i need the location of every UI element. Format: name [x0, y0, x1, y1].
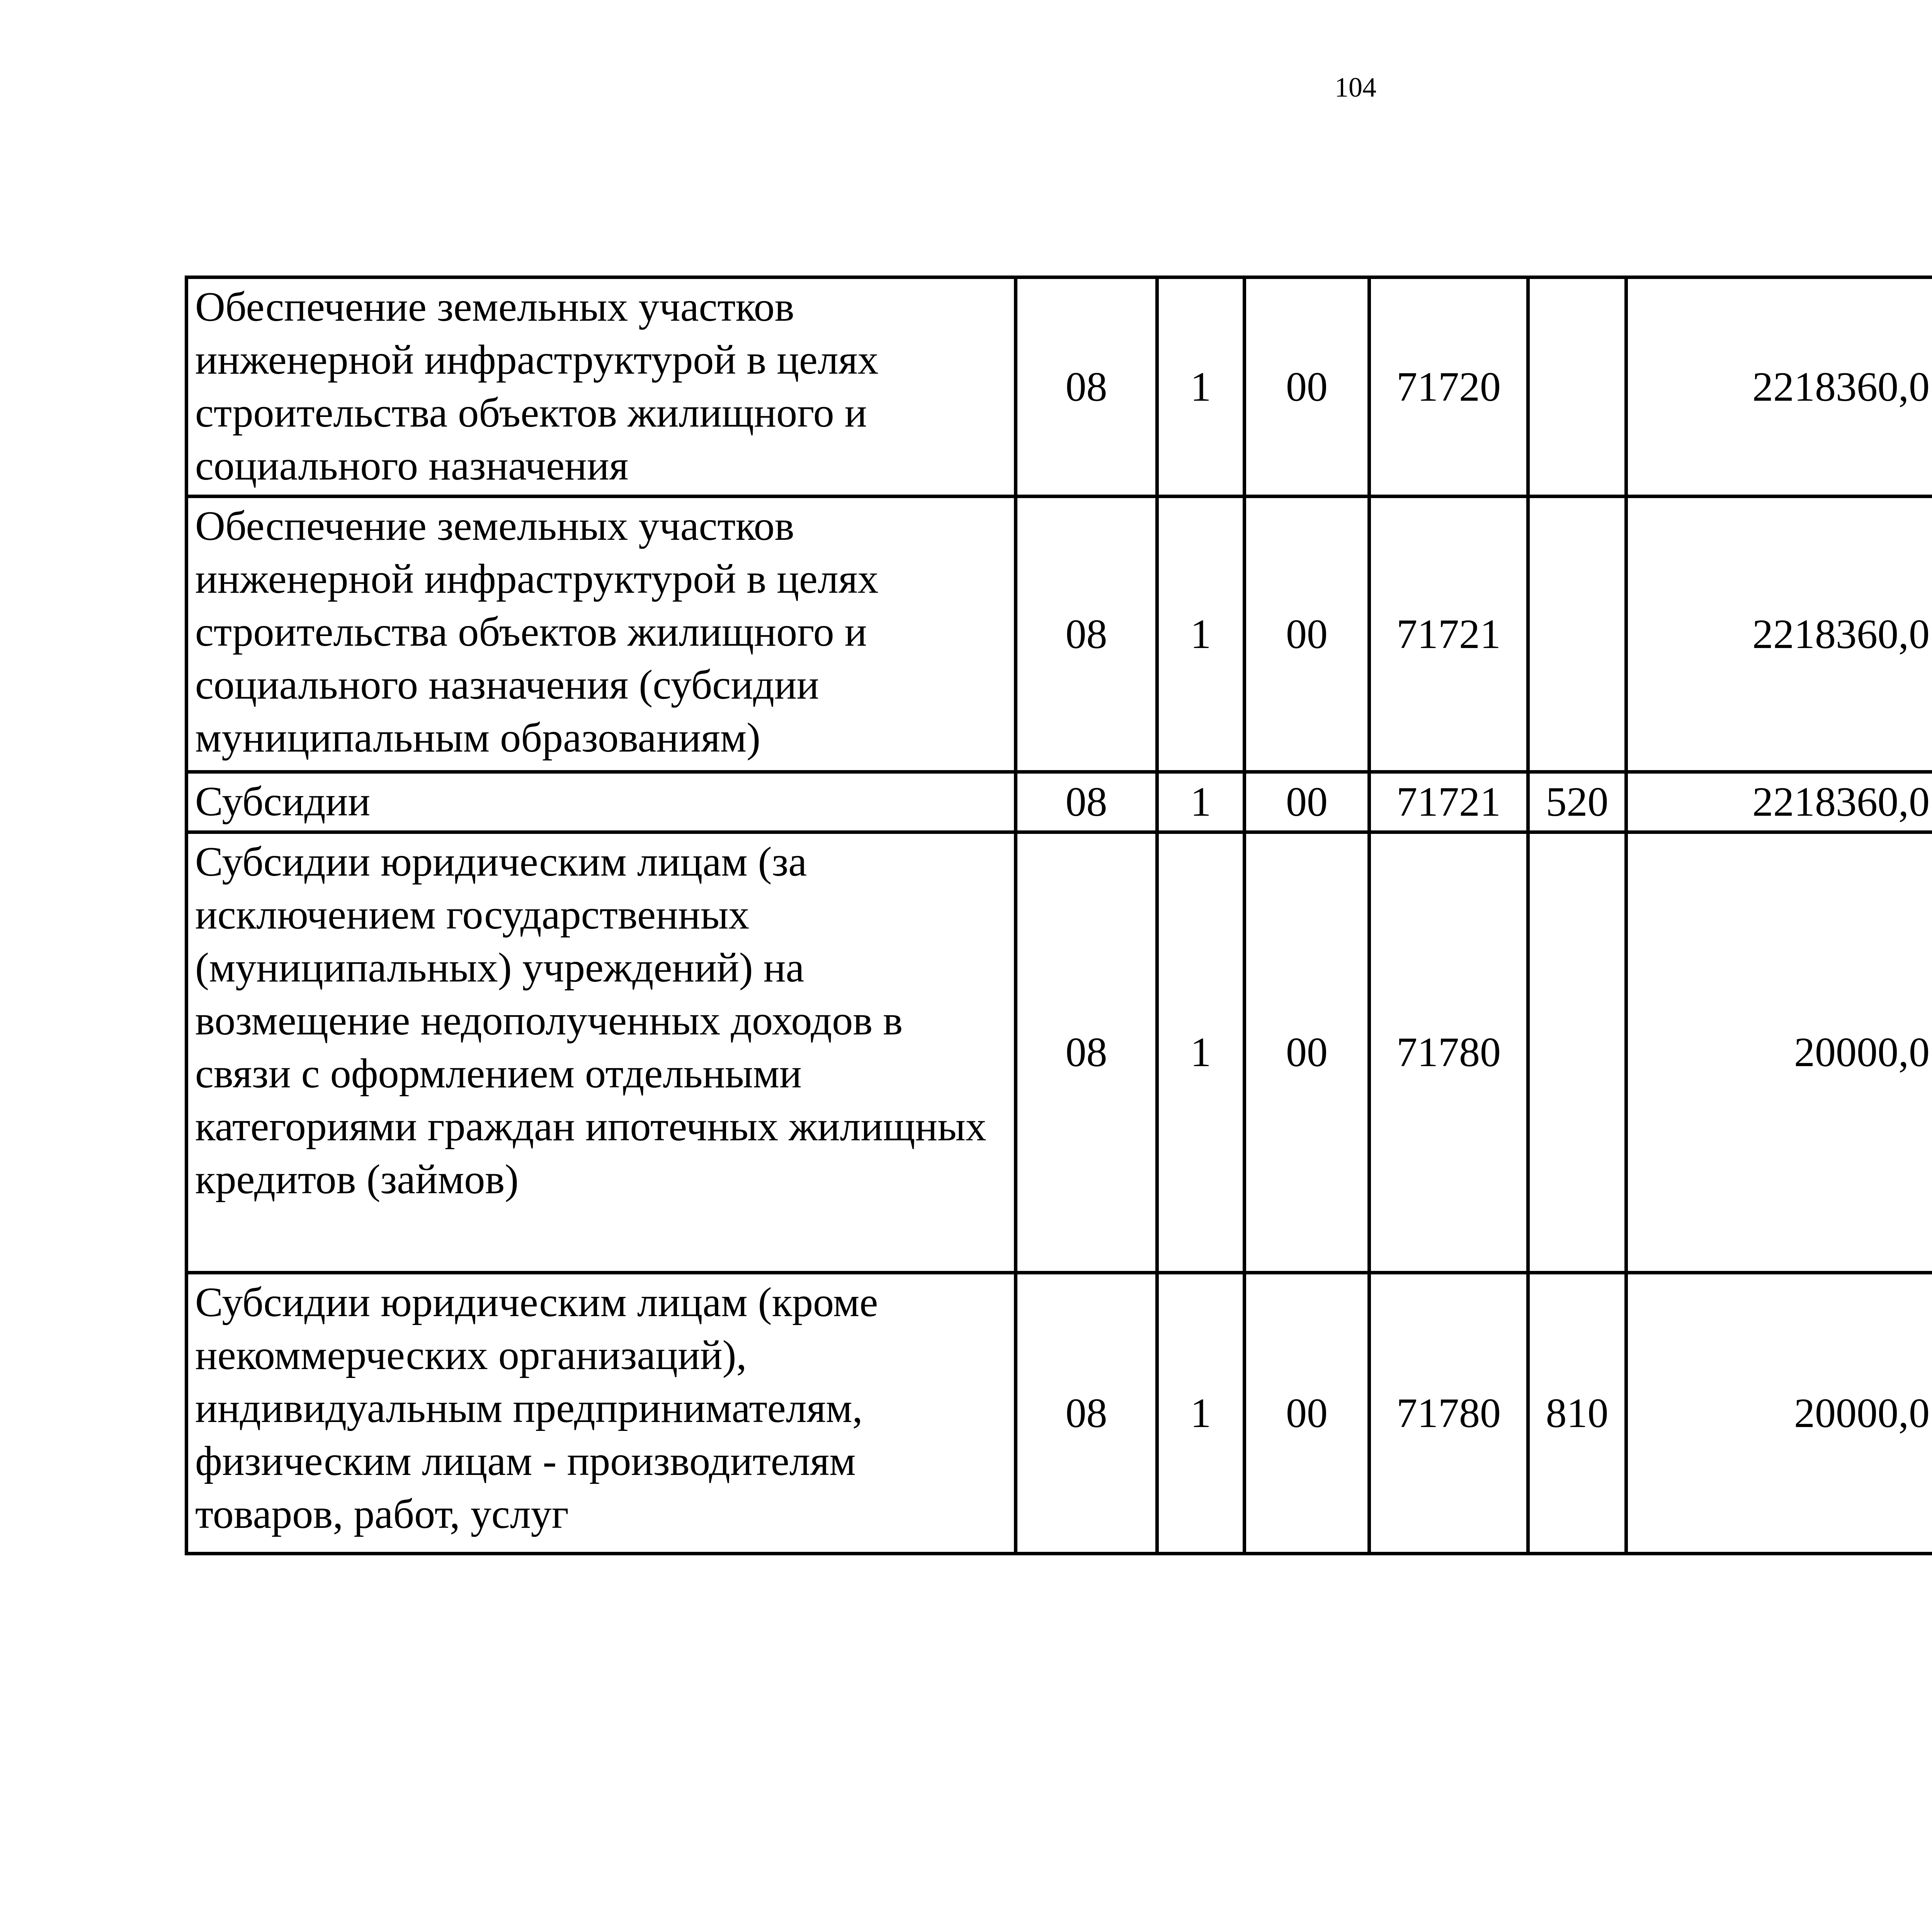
table-row	[187, 1273, 1932, 1554]
program-code-cell: 00	[1245, 277, 1369, 497]
amount-year1-cell: 2218360,0	[1626, 277, 1932, 497]
expense-name-cell: Субсидии	[187, 772, 1016, 832]
subsection-code-cell: 1	[1157, 772, 1245, 832]
expense-type-cell	[1528, 497, 1626, 772]
expense-type-cell	[1528, 832, 1626, 1273]
table-row	[187, 832, 1932, 1273]
program-code-cell: 00	[1245, 832, 1369, 1273]
program-code-cell: 00	[1245, 497, 1369, 772]
expense-name-cell: Субсидии юридическим лицам (кроме некоммерческих организаций), индивидуальным предпринимателям, физическим лицам - производителям товаров, работ, услуг	[187, 1273, 1016, 1554]
table-row	[187, 772, 1932, 832]
expense-type-cell: 520	[1528, 772, 1626, 832]
direction-code-cell: 71721	[1369, 772, 1528, 832]
program-code-cell: 00	[1245, 772, 1369, 832]
budget-table	[185, 276, 1932, 1555]
direction-code-cell: 71780	[1369, 832, 1528, 1273]
amount-year1-cell: 2218360,0	[1626, 497, 1932, 772]
direction-code-cell: 71720	[1369, 277, 1528, 497]
amount-year1-cell: 20000,0	[1626, 1273, 1932, 1554]
page-number: 104	[1335, 72, 1376, 103]
section-code-cell: 08	[1016, 497, 1157, 772]
section-code-cell: 08	[1016, 277, 1157, 497]
expense-name-cell: Обеспечение земельных участков инженерной инфраструктурой в целях строительства объектов жилищного и социального назначения	[187, 277, 1016, 497]
table-row	[187, 497, 1932, 772]
subsection-code-cell: 1	[1157, 832, 1245, 1273]
amount-year1-cell: 20000,0	[1626, 832, 1932, 1273]
subsection-code-cell: 1	[1157, 277, 1245, 497]
section-code-cell: 08	[1016, 832, 1157, 1273]
section-code-cell: 08	[1016, 772, 1157, 832]
expense-name-cell: Субсидии юридическим лицам (за исключением государственных (муниципальных) учреждений) на возмещение недополученных доходов в связи с оформлением отдельными категориями граждан ипотечных жилищных кредитов (займов)	[187, 832, 1016, 1273]
subsection-code-cell: 1	[1157, 1273, 1245, 1554]
amount-year1-cell: 2218360,0	[1626, 772, 1932, 832]
direction-code-cell: 71780	[1369, 1273, 1528, 1554]
expense-name-cell: Обеспечение земельных участков инженерной инфраструктурой в целях строительства объектов жилищного и социального назначения (субсидии муниципальным образованиям)	[187, 497, 1016, 772]
section-code-cell: 08	[1016, 1273, 1157, 1554]
program-code-cell: 00	[1245, 1273, 1369, 1554]
table-row	[187, 277, 1932, 497]
expense-type-cell	[1528, 277, 1626, 497]
direction-code-cell: 71721	[1369, 497, 1528, 772]
subsection-code-cell: 1	[1157, 497, 1245, 772]
expense-type-cell: 810	[1528, 1273, 1626, 1554]
